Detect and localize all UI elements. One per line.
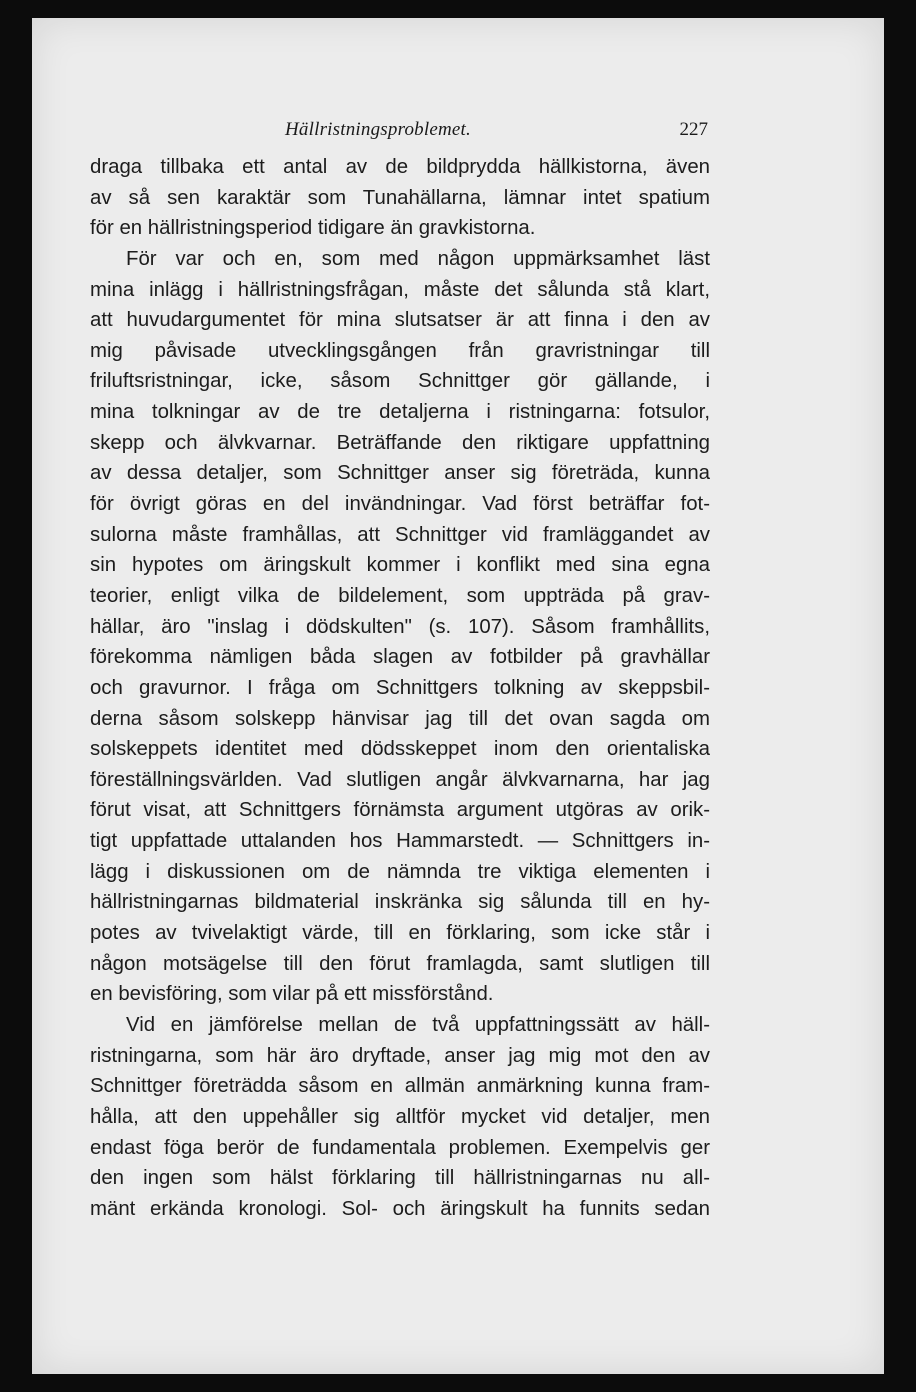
text-line: förekomma nämligen båda slagen av fotbilder på gravhällar bbox=[90, 646, 710, 669]
text-line: den ingen som hälst förklaring till hällristningarnas nu all- bbox=[90, 1167, 710, 1190]
text-line: derna såsom solskepp hänvisar jag till det ovan sagda om bbox=[90, 707, 710, 730]
text-line: mig påvisade utvecklingsgången från gravristningar till bbox=[90, 339, 710, 362]
text-line: hällristningarnas bildmaterial inskränka sig sålunda till en hy- bbox=[90, 891, 710, 914]
text-line: Vid en jämförelse mellan de två uppfattningssätt av häll- bbox=[126, 1013, 710, 1036]
text-line: teorier, enligt vilka de bildelement, som uppträda på grav- bbox=[90, 584, 710, 607]
text-line: av så sen karaktär som Tunahällarna, lämnar intet spatium bbox=[90, 186, 710, 209]
text-line: skepp och älvkvarnar. Beträffande den riktigare uppfattning bbox=[90, 431, 710, 454]
text-line: hålla, att den uppehåller sig alltför mycket vid detaljer, men bbox=[90, 1105, 710, 1128]
text-line: friluftsristningar, icke, såsom Schnittger gör gällande, i bbox=[90, 370, 710, 393]
text-line: förut visat, att Schnittgers förnämsta argument utgöras av orik- bbox=[90, 799, 710, 822]
page-header bbox=[90, 115, 710, 145]
text-line: draga tillbaka ett antal av de bildprydda hällkistorna, även bbox=[90, 156, 710, 178]
body-text bbox=[90, 152, 710, 1224]
text-line: av dessa detaljer, som Schnittger anser sig företräda, kunna bbox=[90, 462, 710, 485]
text-line: solskeppets identitet med dödsskeppet inom den orientaliska bbox=[90, 738, 710, 761]
text-line: att huvudargumentet för mina slutsatser är att finna i den av bbox=[90, 309, 710, 332]
page-number: 227 bbox=[679, 119, 708, 140]
text-line: sulorna måste framhållas, att Schnittger vid framläggandet av bbox=[90, 523, 710, 546]
text-line: och gravurnor. I fråga om Schnittgers tolkning av skeppsbil- bbox=[90, 676, 710, 699]
text-line: endast föga berör de fundamentala problemen. Exempelvis ger bbox=[90, 1136, 710, 1159]
text-line: tigt uppfattade uttalanden hos Hammarstedt. — Schnittgers in- bbox=[90, 830, 710, 853]
text-line: potes av tvivelaktigt värde, till en förklaring, som icke står i bbox=[90, 922, 710, 945]
text-line: sin hypotes om äringskult kommer i konflikt med sina egna bbox=[90, 554, 710, 577]
text-line: lägg i diskussionen om de nämnda tre viktiga elementen i bbox=[90, 860, 710, 883]
text-line: föreställningsvärlden. Vad slutligen angår älvkvarnarna, har jag bbox=[90, 768, 710, 791]
text-line: en bevisföring, som vilar på ett missförstånd. bbox=[90, 983, 494, 1006]
text-line: mina inlägg i hällristningsfrågan, måste det sålunda stå klart, bbox=[90, 278, 710, 301]
text-line: För var och en, som med någon uppmärksamhet läst bbox=[126, 247, 710, 270]
text-line: för övrigt göras en del invändningar. Vad först beträffar fot- bbox=[90, 493, 710, 516]
text-line: Schnittger företrädda såsom en allmän anmärkning kunna fram- bbox=[90, 1075, 710, 1098]
text-line: för en hällristningsperiod tidigare än gravkistorna. bbox=[90, 217, 536, 240]
text-line: mina tolkningar av de tre detaljerna i ristningarna: fotsulor, bbox=[90, 401, 710, 424]
text-line: hällar, äro "inslag i dödskulten" (s. 107). Såsom framhållits, bbox=[90, 615, 710, 638]
running-title: Hällristningsproblemet. bbox=[285, 119, 471, 140]
text-line: någon motsägelse till den förut framlagda, samt slutligen till bbox=[90, 952, 710, 975]
text-line: mänt erkända kronologi. Sol- och äringskult ha funnits sedan bbox=[90, 1197, 710, 1220]
text-line: ristningarna, som här äro dryftade, anser jag mig mot den av bbox=[90, 1044, 710, 1067]
